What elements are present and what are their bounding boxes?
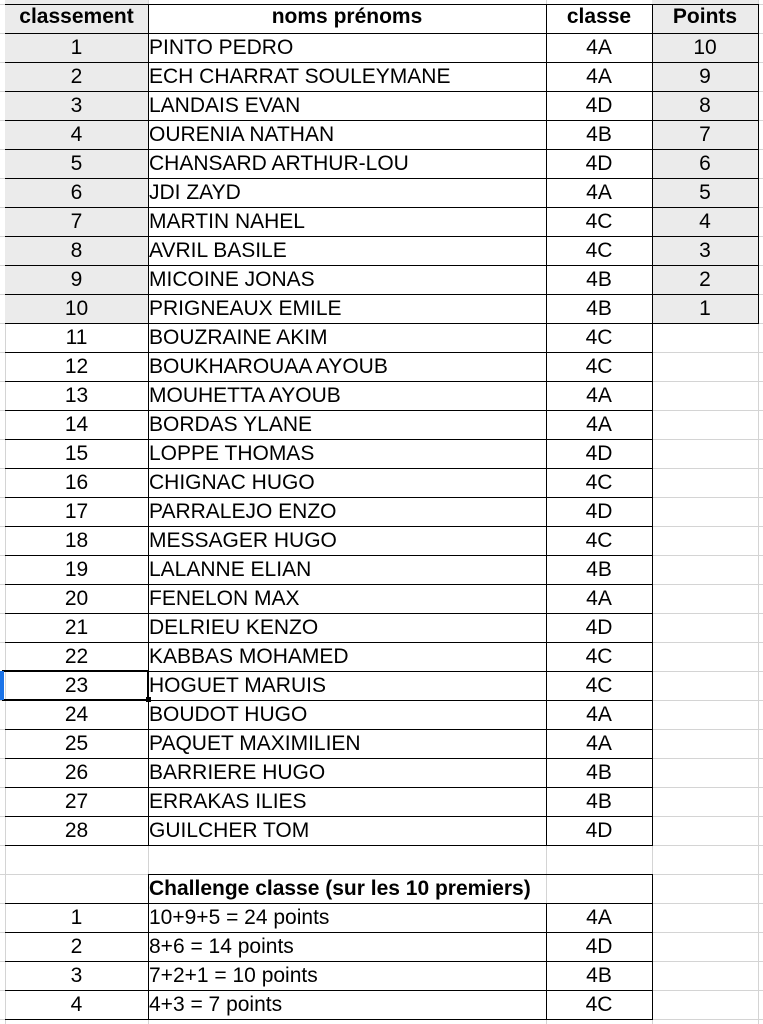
table-border xyxy=(5,4,653,5)
class-cell[interactable]: 4A xyxy=(586,413,612,436)
name-cell[interactable]: PAQUET MAXIMILIEN xyxy=(149,732,361,755)
rank-cell[interactable]: 4 xyxy=(70,123,83,146)
points-cell[interactable]: 7 xyxy=(699,123,711,146)
table-border xyxy=(5,468,653,469)
table-border xyxy=(652,91,759,92)
table-border xyxy=(652,33,759,34)
table-border xyxy=(652,874,653,1020)
rank-cell[interactable]: 10 xyxy=(64,297,89,320)
name-cell[interactable]: BORDAS YLANE xyxy=(149,413,313,436)
points-cell[interactable]: 3 xyxy=(699,239,711,262)
table-border xyxy=(652,323,759,324)
class-cell[interactable]: 4D xyxy=(585,152,613,175)
rank-cell[interactable]: 11 xyxy=(65,326,88,349)
rank-cell[interactable]: 9 xyxy=(70,268,83,291)
challenge-rank-cell[interactable]: 2 xyxy=(70,935,83,958)
name-cell[interactable]: GUILCHER TOM xyxy=(149,819,310,842)
class-cell[interactable]: 4C xyxy=(585,645,613,668)
table-border xyxy=(652,149,759,150)
name-cell[interactable]: MOUHETTA AYOUB xyxy=(149,384,341,407)
class-cell[interactable]: 4B xyxy=(586,558,612,581)
rank-cell[interactable]: 24 xyxy=(64,703,89,726)
class-cell[interactable]: 4C xyxy=(585,529,613,552)
table-border xyxy=(5,613,653,614)
class-cell[interactable]: 4A xyxy=(586,384,612,407)
table-border xyxy=(5,265,653,266)
table-border xyxy=(148,4,149,846)
table-border xyxy=(5,33,653,34)
rank-cell[interactable]: 5 xyxy=(70,152,83,175)
challenge-detail-cell[interactable]: 8+6 = 14 points xyxy=(149,935,294,958)
name-cell[interactable]: PARRALEJO ENZO xyxy=(149,500,337,523)
rank-cell[interactable]: 25 xyxy=(64,732,89,755)
rank-cell[interactable]: 14 xyxy=(64,413,89,436)
table-border xyxy=(148,874,149,1020)
name-cell[interactable]: FENELON MAX xyxy=(149,587,300,610)
table-border xyxy=(5,961,653,962)
rank-cell[interactable]: 20 xyxy=(64,587,89,610)
table-border xyxy=(5,642,653,643)
rank-cell[interactable]: 13 xyxy=(64,384,89,407)
table-border xyxy=(5,990,653,991)
table-border xyxy=(652,4,653,324)
rank-cell[interactable]: 8 xyxy=(70,239,83,262)
table-border xyxy=(652,4,759,5)
table-border xyxy=(652,62,759,63)
name-cell[interactable]: BOUDOT HUGO xyxy=(149,703,308,726)
table-border xyxy=(5,178,653,179)
class-cell[interactable]: 4B xyxy=(586,790,612,813)
table-border xyxy=(5,120,653,121)
rank-cell[interactable]: 18 xyxy=(64,529,89,552)
table-border xyxy=(546,903,547,1020)
table-border xyxy=(5,91,653,92)
points-cell[interactable]: 5 xyxy=(699,181,711,204)
table-border xyxy=(5,497,653,498)
fill-handle[interactable] xyxy=(146,697,151,702)
challenge-rank-cell[interactable]: 1 xyxy=(70,906,83,929)
name-cell[interactable]: DELRIEU KENZO xyxy=(149,616,319,639)
rank-cell[interactable]: 17 xyxy=(64,500,89,523)
points-cell[interactable]: 9 xyxy=(699,65,711,88)
rank-cell[interactable]: 3 xyxy=(70,94,83,117)
class-cell[interactable]: 4B xyxy=(586,123,612,146)
name-cell[interactable]: MICOINE JONAS xyxy=(149,268,315,291)
challenge-rank-cell[interactable]: 4 xyxy=(70,993,83,1016)
rank-cell[interactable]: 1 xyxy=(70,36,83,59)
challenge-class-cell[interactable]: 4B xyxy=(586,964,612,987)
header-name[interactable]: noms prénoms xyxy=(271,5,423,28)
rank-cell[interactable]: 19 xyxy=(64,558,89,581)
name-cell[interactable]: KABBAS MOHAMED xyxy=(149,645,349,668)
rank-cell[interactable]: 7 xyxy=(70,210,83,233)
name-cell[interactable]: ERRAKAS ILIES xyxy=(149,790,307,813)
table-border xyxy=(5,236,653,237)
name-cell[interactable]: BARRIERE HUGO xyxy=(149,761,326,784)
challenge-class-cell[interactable]: 4C xyxy=(585,993,613,1016)
table-border xyxy=(5,1019,653,1020)
table-border xyxy=(5,410,653,411)
class-cell[interactable]: 4B xyxy=(586,761,612,784)
rank-cell[interactable]: 28 xyxy=(64,819,89,842)
name-cell[interactable]: JDI ZAYD xyxy=(149,181,241,204)
name-cell[interactable]: PINTO PEDRO xyxy=(149,36,294,59)
class-cell[interactable]: 4C xyxy=(585,355,613,378)
challenge-class-cell[interactable]: 4A xyxy=(586,906,612,929)
class-cell[interactable]: 4B xyxy=(586,268,612,291)
table-border xyxy=(5,903,653,904)
rank-cell[interactable]: 22 xyxy=(64,645,89,668)
rank-cell[interactable]: 26 xyxy=(64,761,89,784)
table-border xyxy=(652,120,759,121)
class-cell[interactable]: 4C xyxy=(585,471,613,494)
name-cell[interactable]: MESSAGER HUGO xyxy=(149,529,337,552)
challenge-class-cell[interactable]: 4D xyxy=(585,935,613,958)
class-cell[interactable]: 4A xyxy=(586,181,612,204)
table-border xyxy=(148,874,653,875)
class-cell[interactable]: 4D xyxy=(585,442,613,465)
points-cell[interactable]: 4 xyxy=(699,210,711,233)
header-class[interactable]: classe xyxy=(566,5,632,28)
class-cell[interactable]: 4B xyxy=(586,297,612,320)
challenge-title: Challenge classe (sur les 10 premiers) xyxy=(149,877,531,900)
class-cell[interactable]: 4C xyxy=(585,326,613,349)
table-border xyxy=(652,207,759,208)
points-cell[interactable]: 10 xyxy=(693,36,717,59)
table-border xyxy=(5,323,653,324)
class-cell[interactable]: 4A xyxy=(586,587,612,610)
name-cell[interactable]: AVRIL BASILE xyxy=(149,239,287,262)
table-border xyxy=(652,178,759,179)
name-cell[interactable]: LANDAIS EVAN xyxy=(149,94,301,117)
challenge-detail-cell[interactable]: 7+2+1 = 10 points xyxy=(149,964,318,987)
class-cell[interactable]: 4A xyxy=(586,36,612,59)
table-border xyxy=(5,352,653,353)
table-border xyxy=(5,294,653,295)
selected-row-marker xyxy=(0,671,4,700)
class-cell[interactable]: 4D xyxy=(585,500,613,523)
class-cell[interactable]: 4C xyxy=(585,210,613,233)
table-border xyxy=(5,526,653,527)
rank-cell[interactable]: 23 xyxy=(64,674,89,697)
rank-cell[interactable]: 12 xyxy=(64,355,89,378)
points-cell[interactable]: 2 xyxy=(699,268,711,291)
name-cell[interactable]: BOUZRAINE AKIM xyxy=(149,326,328,349)
header-rank[interactable]: classement xyxy=(19,5,134,28)
table-border xyxy=(5,816,653,817)
name-cell[interactable]: HOGUET MARUIS xyxy=(149,674,326,697)
points-cell[interactable]: 8 xyxy=(699,94,711,117)
name-cell[interactable]: OURENIA NATHAN xyxy=(149,123,335,146)
table-border xyxy=(5,584,653,585)
name-cell[interactable]: ECH CHARRAT SOULEYMANE xyxy=(149,65,451,88)
rank-cell[interactable]: 2 xyxy=(70,65,83,88)
table-border xyxy=(5,758,653,759)
rank-cell[interactable]: 15 xyxy=(64,442,89,465)
table-border xyxy=(5,729,653,730)
rank-cell[interactable]: 21 xyxy=(64,616,89,639)
challenge-rank-cell[interactable]: 3 xyxy=(70,964,83,987)
class-cell[interactable]: 4A xyxy=(586,732,612,755)
table-border xyxy=(652,294,759,295)
name-cell[interactable]: LOPPE THOMAS xyxy=(149,442,315,465)
table-border xyxy=(5,62,653,63)
challenge-detail-cell[interactable]: 10+9+5 = 24 points xyxy=(149,906,330,929)
table-border xyxy=(5,787,653,788)
name-cell[interactable]: BOUKHAROUAA AYOUB xyxy=(149,355,388,378)
table-border xyxy=(758,4,759,324)
header-points[interactable]: Points xyxy=(672,5,738,28)
name-cell[interactable]: LALANNE ELIAN xyxy=(149,558,312,581)
table-border xyxy=(5,439,653,440)
table-border xyxy=(546,4,547,846)
table-border xyxy=(652,236,759,237)
challenge-detail-cell[interactable]: 4+3 = 7 points xyxy=(149,993,283,1016)
rank-cell[interactable]: 27 xyxy=(64,790,89,813)
table-border xyxy=(5,381,653,382)
class-cell[interactable]: 4D xyxy=(585,94,613,117)
class-cell[interactable]: 4C xyxy=(585,239,613,262)
points-cell[interactable]: 1 xyxy=(699,297,711,320)
class-cell[interactable]: 4D xyxy=(585,616,613,639)
table-border xyxy=(5,149,653,150)
class-cell[interactable]: 4C xyxy=(585,674,613,697)
class-cell[interactable]: 4A xyxy=(586,703,612,726)
table-border xyxy=(5,932,653,933)
name-cell[interactable]: CHIGNAC HUGO xyxy=(149,471,315,494)
rank-cell[interactable]: 6 xyxy=(70,181,83,204)
points-cell[interactable]: 6 xyxy=(699,152,711,175)
class-cell[interactable]: 4D xyxy=(585,819,613,842)
table-border xyxy=(5,845,653,846)
name-cell[interactable]: MARTIN NAHEL xyxy=(149,210,305,233)
selected-cell-outline[interactable] xyxy=(2,670,149,701)
table-border xyxy=(5,207,653,208)
name-cell[interactable]: CHANSARD ARTHUR-LOU xyxy=(149,152,409,175)
class-cell[interactable]: 4A xyxy=(586,65,612,88)
table-border xyxy=(5,555,653,556)
table-border xyxy=(652,265,759,266)
rank-cell[interactable]: 16 xyxy=(64,471,89,494)
name-cell[interactable]: PRIGNEAUX EMILE xyxy=(149,297,342,320)
